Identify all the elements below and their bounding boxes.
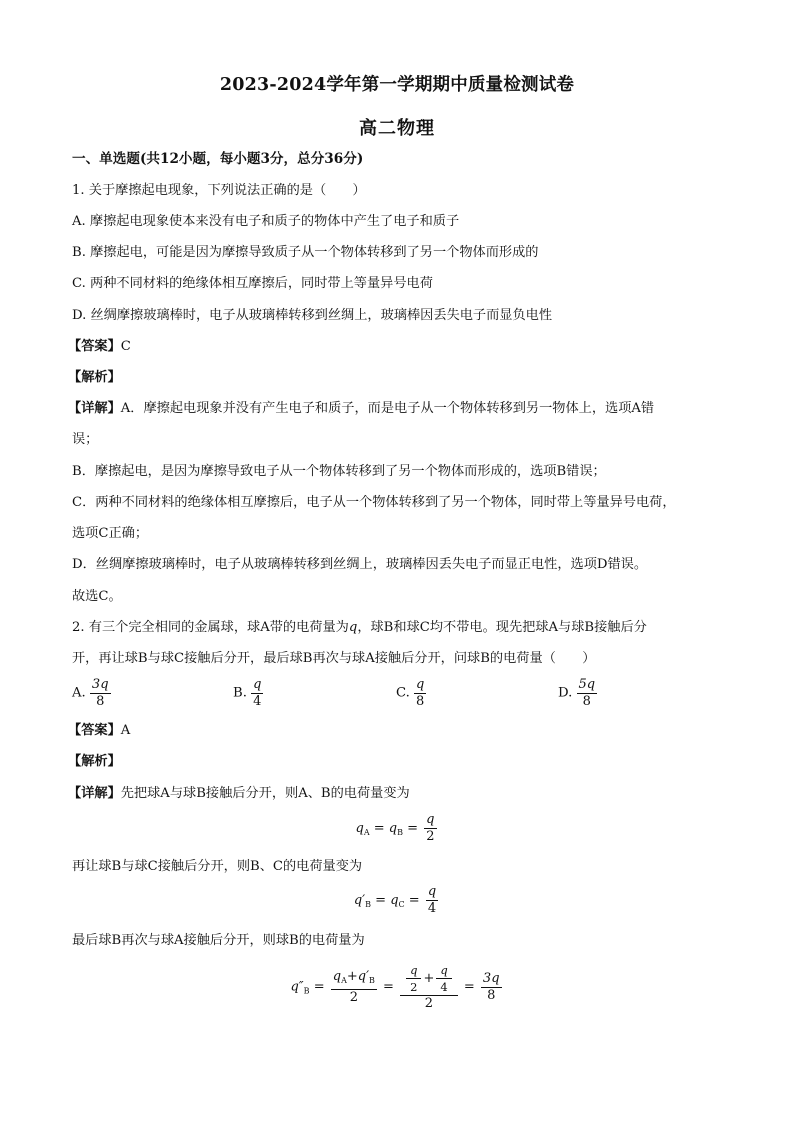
equation-3-result: $\frac{3q}{8}$: [482, 970, 500, 1003]
q1-detail-line-7: 故选C。: [72, 589, 122, 604]
q2-option-b: B. $\frac{q}{4}$: [233, 677, 262, 709]
q1-detail-line-4: C．两种不同材料的绝缘体相互摩擦后，电子从一个物体转移到了另一个物体，同时带上等量异号电荷，: [72, 495, 676, 510]
q1-stem: 1. 关于摩擦起电现象，下列说法正确的是（ ）: [72, 183, 366, 198]
q1-detail-line-6: D．丝绸摩擦玻璃棒时，电子从玻璃棒转移到丝绸上，玻璃棒因丢失电子而显正电性，选项D错误。: [72, 557, 648, 572]
q2-detail-line-3: 最后球B再次与球A接触后分开，则球B的电荷量为: [72, 933, 365, 948]
q1-option-b: B. 摩擦起电，可能是因为摩擦导致质子从一个物体转移到了另一个物体而形成的: [72, 245, 539, 260]
q1-answer-value: C: [120, 339, 131, 354]
q2-option-c: C. $\frac{q}{8}$: [396, 677, 425, 709]
equation-2-fraction: $\frac{q}{4}$: [427, 884, 437, 916]
equation-1-fraction: $\frac{q}{2}$: [426, 812, 435, 844]
equation-3: $q''_B$ = $\frac{q_A+q'_B}{2}$ = $\frac{q}{2}$ + $\frac{q}{4}$ 2 = $\frac{3q}{8}$: [290, 963, 500, 1011]
exam-title: 2023-2024学年第一学期期中质量检测试卷: [219, 75, 575, 95]
q2-options: [72, 677, 722, 717]
q2-option-b-fraction: $\frac{q}{4}$: [253, 677, 262, 709]
q2-stem-line-2: 开，再让球B与球C接触后分开，最后球B再次与球A接触后分开，问球B的电荷量（ ）: [72, 651, 596, 666]
exam-subtitle: 高二物理: [359, 118, 435, 139]
q2-analysis: 【 解析 】: [68, 753, 121, 771]
q1-detail-line-1: 【 详解 】 A．摩擦起电现象并没有产生电子和质子，而是电子从一个物体转移到另一物体上，选项A错: [68, 400, 654, 418]
q2-stem-line-1: 2. 有三个完全相同的金属球，球A带的电荷量为q，球B和球C均不带电。现先把球A与球B接触后分: [72, 620, 647, 635]
q2-option-a: A. $\frac{3q}{8}$: [72, 677, 109, 709]
analysis-tag: 【 解析 】: [68, 370, 121, 385]
q2-option-d-fraction: $\frac{5q}{8}$: [578, 677, 596, 709]
q1-option-d: D. 丝绸摩擦玻璃棒时，电子从玻璃棒转移到丝绸上，玻璃棒因丢失电子而显负电性: [72, 308, 553, 323]
q1-option-a: A. 摩擦起电现象使本来没有电子和质子的物体中产生了电子和质子: [72, 214, 460, 229]
section-heading: 一、单选题(共12小题，每小题3分，总分36分): [72, 151, 364, 167]
q2-answer: 【 答案 】 A: [68, 722, 130, 740]
detail-tag: 【 详解 】: [68, 401, 121, 416]
q2-option-a-fraction: $\frac{3q}{8}$: [91, 677, 109, 709]
q2-option-d: D. $\frac{5q}{8}$: [558, 677, 596, 709]
q1-answer: [68, 338, 131, 356]
q1-detail-line-2: 误；: [72, 432, 99, 447]
equation-2: $q'_B = q_C$ = $\frac{q}{4}$: [353, 884, 437, 916]
q2-detail-line-2: 再让球B与球C接触后分开，则B、C的电荷量变为: [72, 859, 363, 874]
answer-tag: 【 答案 】: [68, 339, 121, 354]
equation-3-fraction-1: $\frac{q_A+q'_B}{2}$: [332, 968, 375, 1005]
q1-detail-line-5: 选项C正确；: [72, 526, 149, 541]
equation-1: $q_A = q_B$ = $\frac{q}{2}$: [355, 812, 435, 844]
q1-analysis: [68, 369, 121, 387]
q1-option-c: C. 两种不同材料的绝缘体相互摩擦后，同时带上等量异号电荷: [72, 276, 433, 291]
equation-3-fraction-2: $\frac{q}{2}$ + $\frac{q}{4}$ 2: [400, 962, 458, 1012]
q2-detail-line-1: 【 详解 】 先把球A与球B接触后分开，则A、B的电荷量变为: [68, 785, 410, 803]
q2-answer-value: A: [120, 723, 131, 738]
q2-charge-variable: q: [348, 620, 358, 635]
q2-option-c-fraction: $\frac{q}{8}$: [416, 677, 425, 709]
q1-detail-line-3: B．摩擦起电，是因为摩擦导致电子从一个物体转移到了另一个物体而形成的，选项B错误；: [72, 464, 606, 479]
